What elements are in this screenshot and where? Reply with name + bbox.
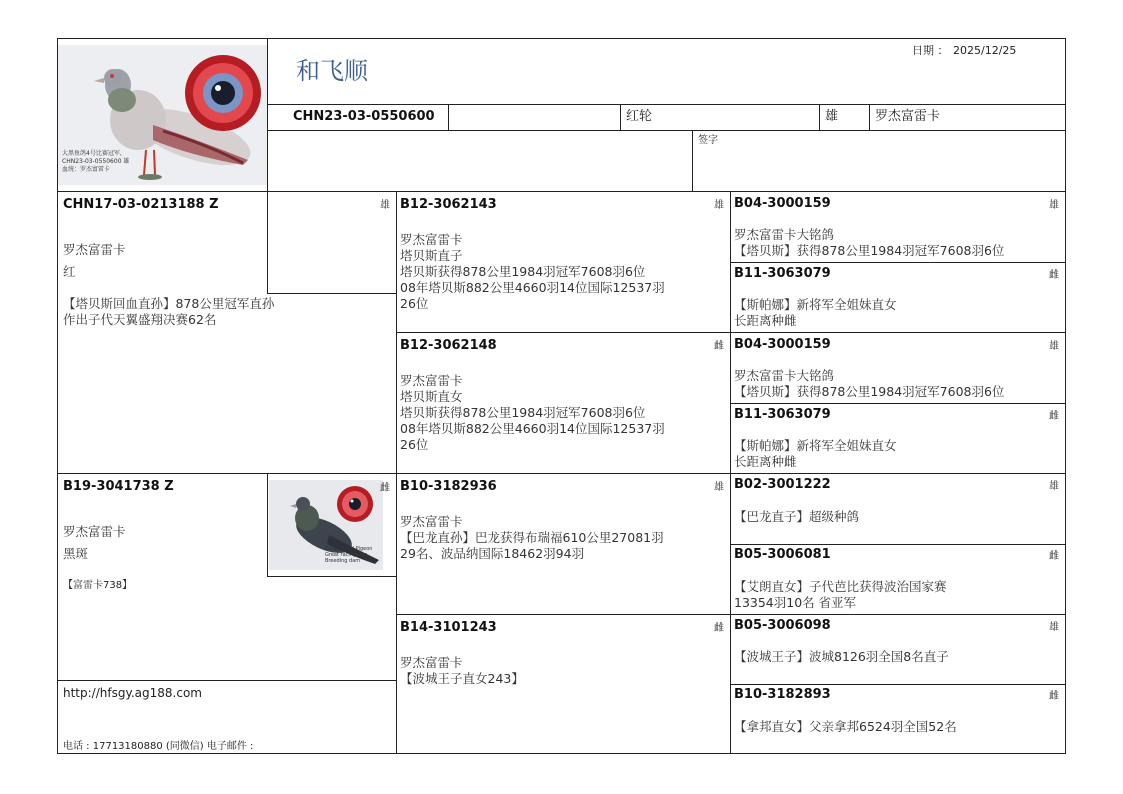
gen2-line: 罗杰富雷卡 (400, 373, 463, 388)
dam-note: 【富雷卡738】 (63, 580, 133, 591)
gen2-sex: 雄 (714, 482, 724, 493)
website-link[interactable]: http://hfsgy.ag188.com (63, 686, 202, 700)
header-divider (57, 191, 1066, 192)
header-divider (620, 104, 621, 130)
gen2-line: 塔贝斯获得878公里1984羽冠军7608羽6位 (400, 264, 646, 279)
header-divider (819, 104, 820, 130)
gen2-line: 塔贝斯直女 (400, 389, 463, 404)
gen2-line: 塔贝斯获得878公里1984羽冠军7608羽6位 (400, 405, 646, 420)
gen3-sex: 雄 (1049, 481, 1059, 492)
dam-strain: 罗杰富雷卡 (63, 524, 126, 539)
header-divider (448, 104, 449, 130)
signature-label: 签字 (698, 135, 718, 146)
gen2-line: 塔贝斯直子 (400, 248, 463, 263)
date-value: 2025/12/25 (953, 44, 1017, 57)
gen3-line: 长距离种雌 (734, 313, 797, 328)
gen3-line: 【塔贝斯】获得878公里1984羽冠军7608羽6位 (734, 384, 1005, 399)
header-divider (267, 104, 1066, 105)
dam-sex: 雌 (380, 483, 390, 494)
header-divider (869, 104, 870, 130)
gen3-ring-number: B02-3001222 (734, 477, 831, 492)
gen2-sex: 雄 (714, 200, 724, 211)
gen3-line: 【波城王子】波城8126羽全国8名直子 (734, 649, 949, 664)
gen2-ring-number: B10-3182936 (400, 479, 497, 494)
gen2-line: 罗杰富雷卡 (400, 655, 463, 670)
gen3-ring-number: B04-3000159 (734, 196, 831, 211)
gen2-line: 【波城王子直女243】 (400, 671, 524, 686)
gen3-line: 长距离种雌 (734, 454, 797, 469)
gen3-ring-number: B05-3006098 (734, 618, 831, 633)
header-divider (267, 38, 268, 192)
gen2-ring-number: B12-3062143 (400, 197, 497, 212)
row-divider (730, 262, 1066, 263)
contact-info: 电话 : 17713180880 (同微信) 电子邮件 : (63, 741, 254, 752)
header-sex: 雄 (825, 109, 839, 124)
subject-note: 【塔贝斯回血直孙】878公里冠军直孙 (63, 296, 275, 311)
page-title: 和飞顺 (296, 57, 368, 85)
subject-strain: 罗杰富雷卡 (63, 242, 126, 257)
gen3-line: 罗杰富雷卡大铭鸽 (734, 368, 835, 383)
subject-color: 红 (63, 264, 76, 279)
photo-caption-line: 血统：罗杰富雷卡 (62, 166, 111, 173)
gen2-ring-number: B14-3101243 (400, 620, 497, 635)
pigeon-photo-main (58, 45, 267, 185)
dam-color: 黑斑 (63, 546, 89, 561)
gen3-ring-number: B05-3006081 (734, 547, 831, 562)
photo-caption-line: 大黑鱼鸽4号比赛冠军， (62, 150, 126, 157)
gen3-sex: 雌 (1049, 551, 1059, 562)
gen2-line: 【巴龙直孙】巴龙获得布瑞福610公里27081羽 (400, 530, 664, 545)
dam-photo-caption: Exceptional Pigeon (325, 546, 373, 552)
gen2-line: 罗杰富雷卡 (400, 232, 463, 247)
gen3-sex: 雌 (1049, 411, 1059, 422)
row-divider (57, 473, 1066, 474)
gen3-sex: 雌 (1049, 691, 1059, 702)
gen2-line: 26位 (400, 296, 429, 311)
gen3-line: 罗杰富雷卡大铭鸽 (734, 227, 835, 242)
dam-photo-caption: Great racing hen (325, 552, 368, 558)
dam-photo-caption: Breeding dam (325, 558, 361, 564)
date-label: 日期 ： (912, 44, 949, 57)
gen3-line: 【塔贝斯】获得878公里1984羽冠军7608羽6位 (734, 243, 1005, 258)
gen3-line: 【斯帕娜】新将军全姐妹直女 (734, 297, 897, 312)
dam-ring-number: B19-3041738 Z (63, 479, 174, 494)
row-divider (396, 332, 1066, 333)
row-divider (730, 544, 1066, 545)
gen3-line: 【巴龙直子】超级种鸽 (734, 509, 860, 524)
gen3-line: 【艾朗直女】子代芭比获得波治国家赛 (734, 579, 947, 594)
gen2-ring-number: B12-3062148 (400, 338, 497, 353)
gen3-sex: 雄 (1049, 622, 1059, 633)
header-ring-number: CHN23-03-0550600 (293, 109, 435, 124)
gen2-sex: 雌 (714, 341, 724, 352)
gen3-line: 【斯帕娜】新将军全姐妹直女 (734, 438, 897, 453)
gen3-ring-number: B04-3000159 (734, 337, 831, 352)
photo-caption-line: CHN23-03-0550600 雄 (62, 158, 130, 165)
subject-ring-number: CHN17-03-0213188 Z (63, 197, 219, 212)
header-color: 红轮 (626, 109, 653, 124)
gen3-sex: 雌 (1049, 270, 1059, 281)
gen2-line: 罗杰富雷卡 (400, 514, 463, 529)
row-divider (396, 614, 1066, 615)
subject-note: 作出子代天翼盛翔决赛62名 (63, 312, 217, 327)
gen2-sex: 雌 (714, 623, 724, 634)
row-divider (57, 680, 396, 681)
subject-sex: 雄 (380, 200, 390, 211)
gen2-line: 08年塔贝斯882公里4660羽14位国际12537羽 (400, 280, 665, 295)
gen3-ring-number: B11-3063079 (734, 266, 831, 281)
row-divider (730, 684, 1066, 685)
gen2-line: 08年塔贝斯882公里4660羽14位国际12537羽 (400, 421, 665, 436)
gen3-sex: 雄 (1049, 200, 1059, 211)
header-divider (267, 130, 1066, 131)
gen3-line: 【拿邦直女】父亲拿邦6524羽全国52名 (734, 719, 957, 734)
header-strain: 罗杰富雷卡 (875, 109, 941, 124)
gen3-ring-number: B11-3063079 (734, 407, 831, 422)
pigeon-photo-dam (269, 480, 383, 570)
gen3-sex: 雄 (1049, 341, 1059, 352)
gen3-ring-number: B10-3182893 (734, 687, 831, 702)
header-divider (692, 130, 693, 191)
row-divider (730, 403, 1066, 404)
gen2-line: 29名、波品纳国际18462羽94羽 (400, 546, 585, 561)
gen2-line: 26位 (400, 437, 429, 452)
photo-slot-empty (267, 191, 397, 294)
gen3-line: 13354羽10名 省亚军 (734, 595, 857, 610)
